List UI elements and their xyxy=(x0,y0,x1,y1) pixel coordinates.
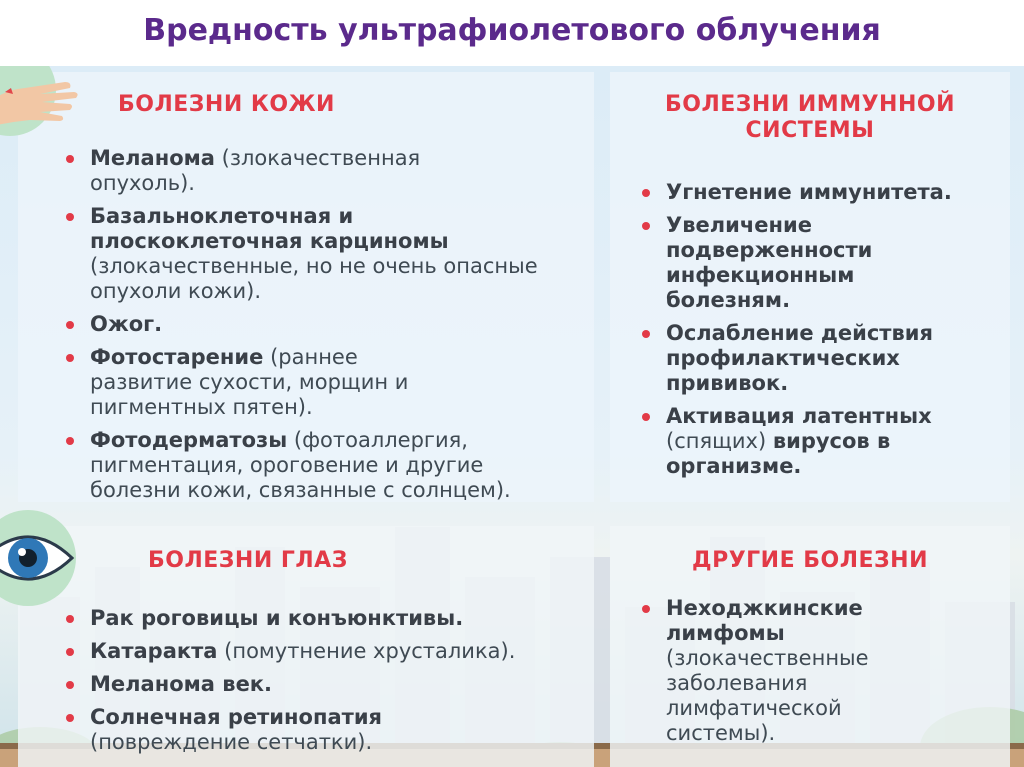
skin-diseases-panel xyxy=(18,72,594,502)
list-item: Меланома век. xyxy=(60,672,580,697)
eye-diseases-panel xyxy=(18,526,594,767)
skin-diseases-heading: БОЛЕЗНИ КОЖИ xyxy=(118,92,335,117)
list-item: Активация латентных (спящих) вирусов в организме. xyxy=(636,404,986,479)
eye-icon xyxy=(0,508,88,608)
list-item: Рак роговицы и конъюнктивы. xyxy=(60,606,580,631)
eye-diseases-list xyxy=(60,606,580,763)
list-item: Неходжкинские лимфомы (злокачественные заболевания лимфатической системы). xyxy=(636,596,936,746)
immune-diseases-list xyxy=(636,180,996,487)
eye-diseases-heading: БОЛЕЗНИ ГЛАЗ xyxy=(148,548,348,573)
list-item: Ослабление действия профилактических прививок. xyxy=(636,321,986,396)
other-diseases-list xyxy=(636,596,936,754)
list-item: Ожог. xyxy=(60,312,580,337)
immune-diseases-heading: БОЛЕЗНИ ИММУННОЙ СИСТЕМЫ xyxy=(665,92,955,143)
list-item: Фотостарение (раннее развитие сухости, морщин и пигментных пятен). xyxy=(60,345,450,420)
list-item: Угнетение иммунитета. xyxy=(636,180,996,205)
other-diseases-panel xyxy=(610,526,1010,767)
poster xyxy=(0,66,1024,767)
other-diseases-heading: ДРУГИЕ БОЛЕЗНИ xyxy=(691,548,929,573)
hand-icon xyxy=(0,66,90,140)
immune-diseases-panel xyxy=(610,72,1010,502)
skin-diseases-list xyxy=(60,146,580,511)
list-item: Фотодерматозы (фотоаллергия, пигментация, ороговение и другие болезни кожи, связанные с солнцем). xyxy=(60,428,560,503)
list-item: Базальноклеточная и плоскоклеточная карциномы (злокачественные, но не очень опасные опухоли кожи). xyxy=(60,204,570,304)
list-item: Увеличение подверженности инфекционным болезням. xyxy=(636,213,906,313)
list-item: Меланома (злокачественная опухоль). xyxy=(60,146,490,196)
page-title: Вредность ультрафиолетового облучения xyxy=(143,13,881,48)
list-item: Катаракта (помутнение хрусталика). xyxy=(60,639,580,664)
list-item: Солнечная ретинопатия (повреждение сетчатки). xyxy=(60,705,450,755)
